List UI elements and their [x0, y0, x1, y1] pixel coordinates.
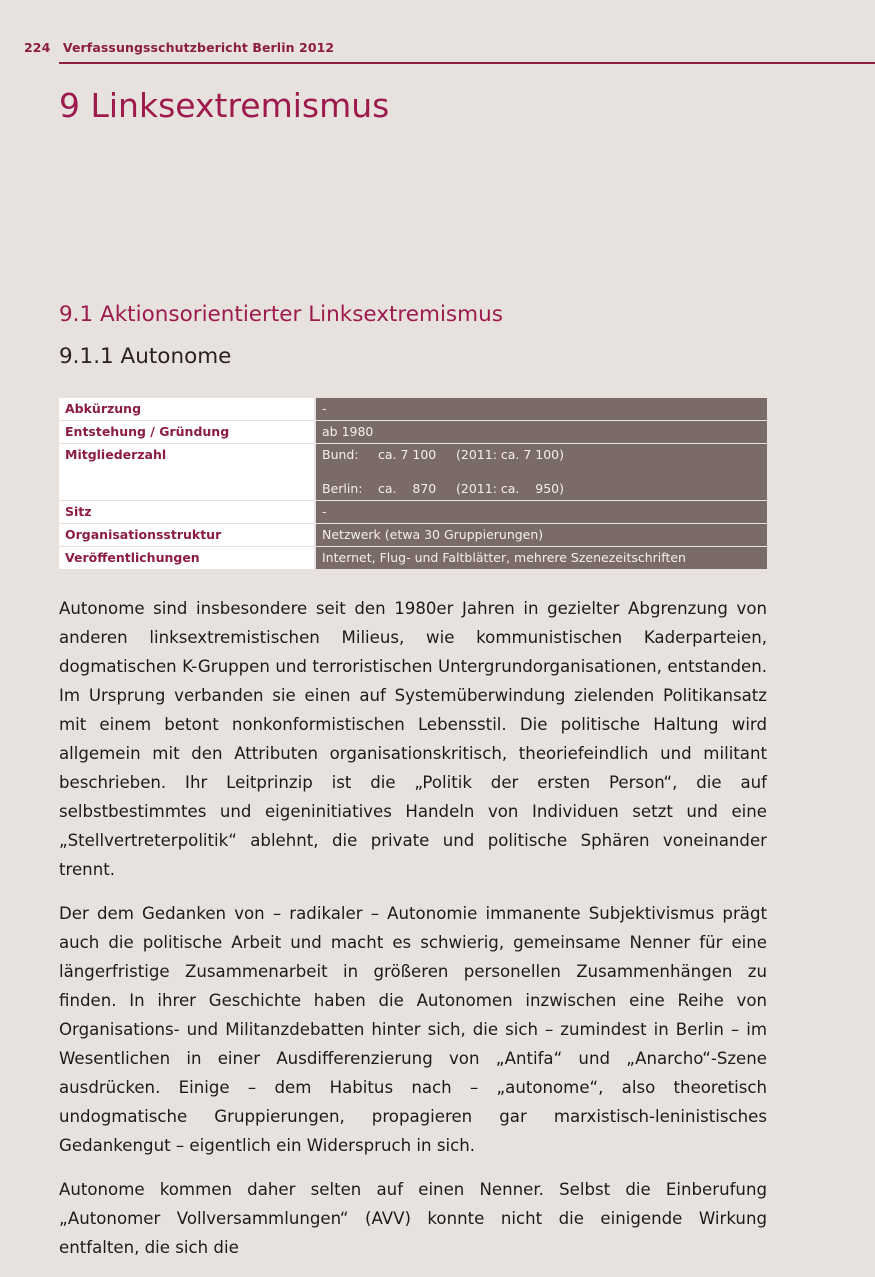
- paragraph: Autonome sind insbesondere seit den 1980er Jahren in gezielter Abgrenzung von anderen linksextremistischen Milieus, wie kommunistischen Kaderparteien, dogmatischen K-Gruppen und terroristischen Untergrundorganisationen, entstanden. Im Ursprung verbanden sie einen auf Systemüberwindung zielenden Politikansatz mit einem betont nonkonformistischen Lebensstil. Die politische Haltung wird allgemein mit den Attributen organisationskritisch, theoriefeindlich und militant beschrieben. Ihr Leitprinzip ist die „Politik der ersten Person“, die auf selbstbestimmtes und eigeninitiatives Handeln von Individuen setzt und eine „Stellvertreterpolitik“ ablehnt, die private und politische Sphären voneinander trennt.: [59, 599, 767, 879]
- table-row: [59, 501, 767, 524]
- member-count: ca. 7 100: [378, 447, 437, 462]
- running-head: [24, 40, 334, 55]
- table-row: [59, 524, 767, 547]
- row-label: Mitgliederzahl: [59, 444, 315, 501]
- members-value: [315, 444, 767, 501]
- body-text: [59, 594, 767, 1277]
- row-label: Abkürzung: [59, 398, 315, 421]
- member-count: ca. 870: [378, 481, 437, 496]
- row-label: Organisationsstruktur: [59, 524, 315, 547]
- page-number: 224: [24, 40, 51, 55]
- row-label: Sitz: [59, 501, 315, 524]
- table-row: [59, 421, 767, 444]
- row-label: Veröffentlichungen: [59, 547, 315, 570]
- row-value: ab 1980: [315, 421, 767, 444]
- row-value: Netzwerk (etwa 30 Gruppierungen): [315, 524, 767, 547]
- subsection-title: 9.1.1 Autonome: [59, 344, 232, 369]
- member-previous: (2011: ca. 950): [456, 481, 565, 496]
- paragraph: Autonome kommen daher selten auf einen Nenner. Selbst die Einberufung „Autonomer Vollversammlungen“ (AVV) konnte nicht die einigende Wirkung entfalten, die sich die: [59, 1180, 767, 1257]
- row-value: -: [315, 501, 767, 524]
- table-row: [59, 444, 767, 501]
- row-label: Entstehung / Gründung: [59, 421, 315, 444]
- row-value: -: [315, 398, 767, 421]
- chapter-title: 9 Linksextremismus: [59, 86, 390, 125]
- paragraph: Der dem Gedanken von – radikaler – Autonomie immanente Subjektivismus prägt auch die politische Arbeit und macht es schwierig, gemeinsame Nenner für eine längerfristige Zusammenarbeit in größeren personellen Zusammenhängen zu finden. In ihrer Geschichte haben die Autonomen inzwischen eine Reihe von Organisations- und Militanzdebatten hinter sich, die sich – zumindest in Berlin – im Wesentlichen in einer Ausdifferenzierung von „Antifa“ und „Anarcho“-Szene ausdrücken. Einige – dem Habitus nach – „autonome“, also theoretisch undogmatische Gruppierungen, propagieren gar marxistisch-leninistisches Gedankengut – eigentlich ein Widerspruch in sich.: [59, 904, 767, 1155]
- table-row: [59, 547, 767, 570]
- info-table: [59, 398, 767, 570]
- member-previous: (2011: ca. 7 100): [456, 447, 565, 462]
- section-title: 9.1 Aktionsorientierter Linksextremismus: [59, 302, 503, 327]
- members-grid: [322, 447, 761, 497]
- row-value: Internet, Flug- und Faltblätter, mehrere Szenezeitschriften: [315, 547, 767, 570]
- table-row: [59, 398, 767, 421]
- header-rule: [59, 62, 875, 64]
- member-region: Bund:: [322, 447, 359, 462]
- member-region: Berlin:: [322, 481, 363, 496]
- running-title: Verfassungsschutzbericht Berlin 2012: [62, 40, 335, 55]
